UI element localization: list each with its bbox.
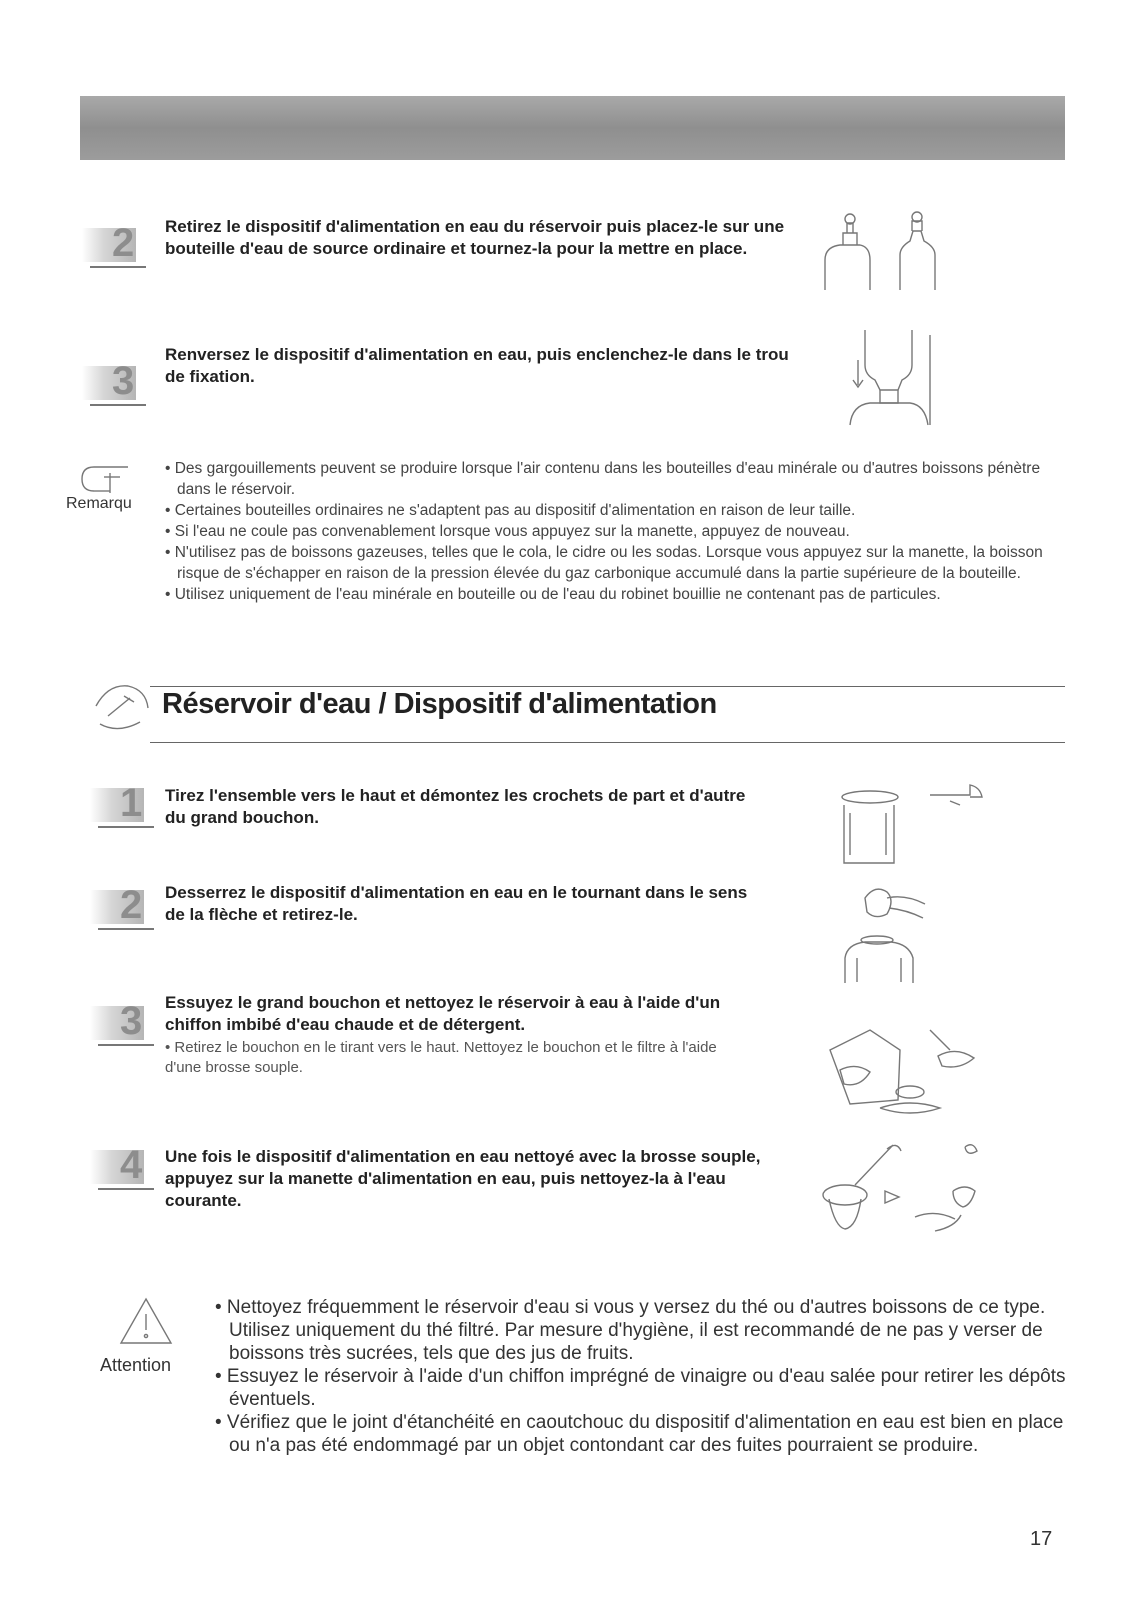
remark-label: Remarqu [66,495,132,512]
page-number: 17 [1030,1528,1053,1550]
attention-item: • Essuyez le réservoir à l'aide d'un chiffon imprégné de vinaigre ou d'eau salée pour retirer les dépôts éventuels. [215,1366,1066,1410]
step-instruction: Tirez l'ensemble vers le haut et démontez les crochets de part et d'autre du grand bouchon. [165,786,746,827]
rinse-feeder-illustration [815,1135,985,1240]
note-item: • Utilisez uniquement de l'eau minérale en bouteille ou de l'eau du robinet bouillie ne contenant pas de particules. [165,586,941,603]
section-rule-top [150,686,1065,687]
note-item: • Des gargouillements peuvent se produire lorsque l'air contenu dans les bouteilles d'eau minérale ou d'autres boissons pénètre dans le réservoir. [165,460,1041,498]
attention-item: • Nettoyez fréquemment le réservoir d'eau si vous y versez du thé ou d'autres boissons de ce type. Utilisez uniquement du thé filtré. Par mesure d'hygiène, il est recommandé de ne pas y verser de boissons très sucrées, tels que des jus de fruits. [215,1297,1046,1364]
step-subnote: • Retirez le bouchon en le tirant vers le haut. Nettoyez le bouchon et le filtre à l'aide d'une brosse souple. [165,1039,717,1076]
maintenance-icon [88,676,158,736]
step-instruction: Retirez le dispositif d'alimentation en eau du réservoir puis placez-le sur une bouteille d'eau de source ordinaire et tournez-la pour la mettre en place. [165,217,785,258]
note-item: • N'utilisez pas de boissons gazeuses, telles que le cola, le cidre ou les sodas. Lorsque vous appuyez sur la manette, la boisson risque de s'échapper en raison de la pression élevée du gaz carbonique accumulé dans la partie supérieure de la bouteille. [165,544,1043,582]
header-band [80,96,1065,160]
unscrew-feeder-illustration [835,878,945,988]
attention-label: Attention [100,1355,172,1375]
step-instruction: Renversez le dispositif d'alimentation en eau, puis enclenchez-le dans le trou de fixation. [165,345,789,386]
step-number-badge: 1 [90,782,156,828]
note-item: • Si l'eau ne coule pas convenablement lorsque vous appuyez sur la manette, appuyez de nouveau. [165,523,850,540]
warning-triangle-icon [118,1296,174,1346]
inverted-bottle-illustration [840,325,940,430]
attention-notes [215,1296,1075,1457]
section-title: Réservoir d'eau / Dispositif d'alimentation [162,688,717,720]
step-number-badge: 2 [82,222,148,268]
step-number-badge: 3 [90,1000,156,1046]
step-instruction: Essuyez le grand bouchon et nettoyez le réservoir à eau à l'aide d'un chiffon imbibé d'eau chaude et de détergent. [165,993,721,1034]
bottle-attach-illustration [815,205,945,290]
wipe-reservoir-illustration [810,1010,990,1120]
step-number-badge: 3 [82,360,148,406]
pointing-hand-icon [80,463,132,495]
attention-item: • Vérifiez que le joint d'étanchéité en caoutchouc du dispositif d'alimentation en eau est bien en place ou n'a pas été endommagé par un objet contondant car des fuites pourraient se produire. [215,1412,1064,1456]
note-item: • Certaines bouteilles ordinaires ne s'adaptent pas au dispositif d'alimentation en raison de leur taille. [165,502,856,519]
lift-lid-illustration [830,775,990,870]
step-number-badge: 4 [90,1144,156,1190]
step-number-badge: 2 [90,884,156,930]
step-instruction: Desserrez le dispositif d'alimentation en eau en le tournant dans le sens de la flèche et retirez-le. [165,883,748,924]
section-rule-bottom [150,742,1065,743]
step-instruction: Une fois le dispositif d'alimentation en eau nettoyé avec la brosse souple, appuyez sur la manette d'alimentation en eau, puis nettoyez-la à l'eau courante. [165,1147,761,1210]
remark-notes [165,458,1065,605]
